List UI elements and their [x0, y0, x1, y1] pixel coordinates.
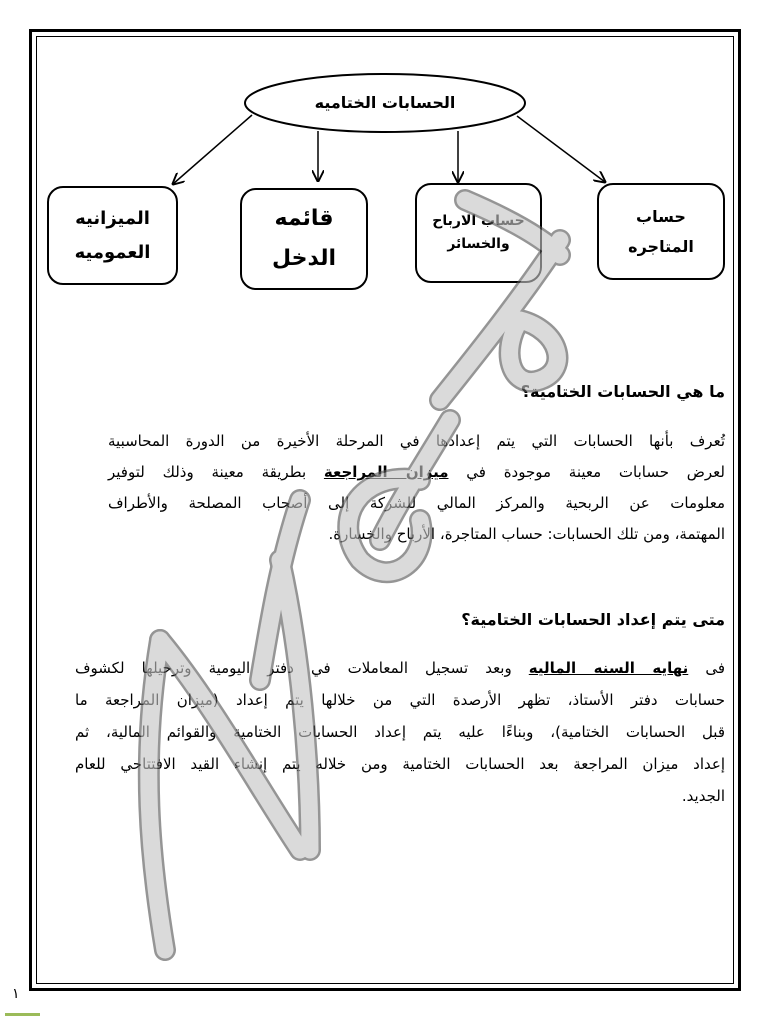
footer-rule	[5, 1013, 40, 1016]
box-line: قائمه	[274, 206, 334, 231]
box-line: العموميه	[74, 241, 151, 263]
text-run: وبعد تسجيل المعاملات في دفتر اليومية وترحيلها لكشوف	[75, 659, 529, 677]
arrow-to-balance-sheet	[173, 115, 252, 184]
section-paragraph	[108, 426, 725, 550]
box-income-statement	[240, 188, 368, 290]
paragraph-line: المهتمة، ومن تلك الحسابات: حساب المتاجرة، الأرباح والخسارة.	[328, 525, 725, 543]
page-number: ١	[12, 986, 20, 1002]
paragraph-line: قبل الحسابات الختامية)، وبناءًا عليه يتم إعداد الحسابات الختامية والقوائم المالية، ثم	[75, 723, 725, 741]
box-line: والخسائر	[447, 236, 510, 252]
section-paragraph	[75, 652, 725, 812]
root-label: الحسابات الختاميه	[314, 93, 456, 112]
box-line: المتاجره	[628, 236, 694, 256]
paragraph-line: الجديد.	[681, 787, 725, 805]
paragraph-line: معلومات عن الربحية والمركز المالي للشركة إلى أصحاب المصلحة والأطراف	[108, 494, 725, 512]
box-line: الميزانيه	[75, 207, 150, 229]
paragraph-line	[75, 652, 725, 684]
text-run: لعرض حسابات معينة موجودة في	[448, 463, 725, 481]
box-line: حساب	[636, 206, 686, 226]
arrow-to-trading	[517, 116, 605, 182]
paragraph-line: حسابات دفتر الأستاذ، تظهر الأرصدة التي من خلالها يتم إعداد (ميزان المراجعة ما	[75, 691, 725, 709]
text-run: فى	[688, 659, 725, 677]
box-line: الدخل	[272, 246, 337, 271]
section-heading: متى يتم إعداد الحسابات الختامية؟	[461, 610, 725, 629]
paragraph-line: تُعرف بأنها الحسابات التي يتم إعدادها في المرحلة الأخيرة من الدورة المحاسبية	[108, 432, 725, 450]
box-line: حساب الارباح	[432, 213, 525, 229]
box-profit-loss-account	[415, 183, 542, 283]
paragraph-line	[108, 457, 725, 488]
section-heading: ما هي الحسابات الختامية؟	[520, 382, 725, 401]
text-run: بطريقة معينة وذلك لتوفير	[108, 463, 324, 481]
box-balance-sheet	[47, 186, 178, 285]
emphasis-term: ميزان المراجعة	[323, 463, 449, 481]
box-trading-account	[597, 183, 725, 280]
paragraph-line: إعداد ميزان المراجعة بعد الحسابات الختامية ومن خلاله يتم إنشاء القيد الافتتاحي للعام	[75, 755, 725, 773]
emphasis-term: نهايه السنه الماليه	[528, 659, 689, 677]
